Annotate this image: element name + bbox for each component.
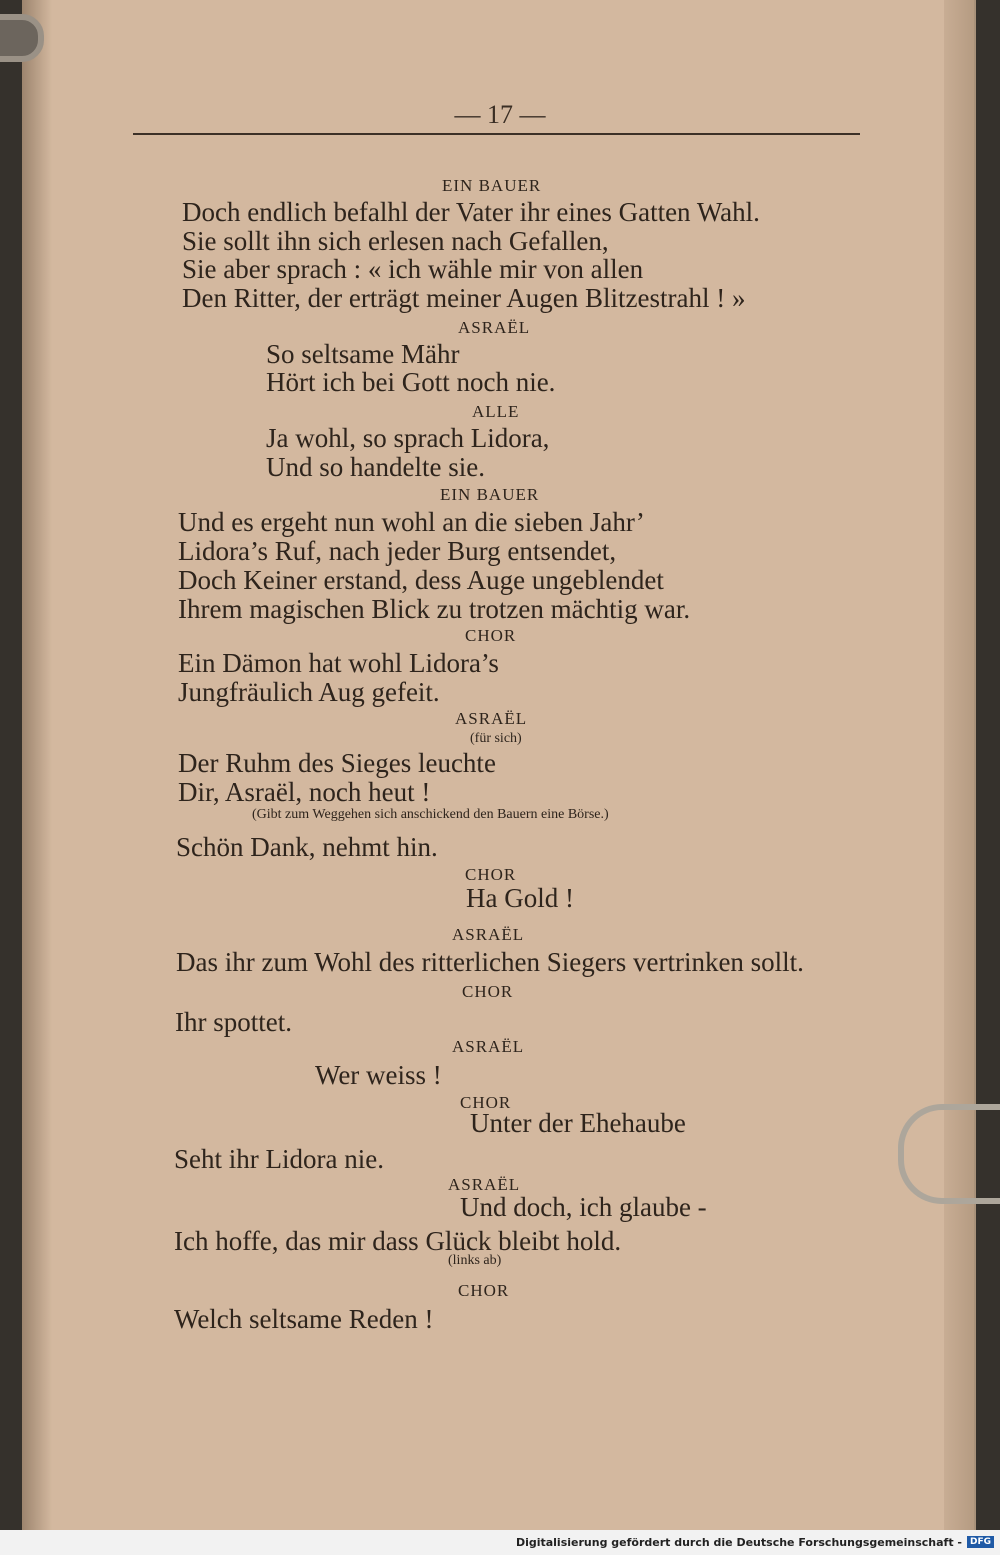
verse-line: Den Ritter, der erträgt meiner Augen Blitzestrahl ! »: [182, 283, 746, 313]
verse-line: Sie sollt ihn sich erlesen nach Gefallen,: [182, 226, 609, 256]
verse-line: Welch seltsame Reden !: [174, 1304, 434, 1334]
verse-line: Und doch, ich glaube -: [460, 1192, 707, 1222]
verse-line: Hört ich bei Gott noch nie.: [266, 367, 556, 397]
page-number: — 17 —: [454, 100, 546, 129]
verse-line: Doch Keiner erstand, dess Auge ungeblendet: [178, 565, 664, 595]
stage-direction: (links ab): [448, 1253, 502, 1268]
verse-line: Jungfräulich Aug gefeit.: [178, 677, 440, 707]
verse-line: Und es ergeht nun wohl an die sieben Jahr’: [178, 507, 645, 537]
speaker-chor: CHOR: [462, 982, 514, 1001]
verse-line: Ich hoffe, das mir dass Glück bleibt hold.: [174, 1226, 622, 1256]
speaker-asrael: ASRAËL: [455, 709, 528, 728]
verse-line: Dir, Asraël, noch heut !: [178, 777, 431, 807]
stage-direction: (für sich): [470, 731, 522, 746]
dfg-logo: DFG: [967, 1536, 994, 1548]
verse-line: Der Ruhm des Sieges leuchte: [178, 748, 496, 778]
paper-clip: [898, 1104, 1000, 1204]
speaker-alle: ALLE: [472, 402, 520, 421]
speaker-asrael: ASRAËL: [448, 1175, 521, 1194]
speaker-asrael: ASRAËL: [458, 318, 531, 337]
gutter-shadow: [22, 0, 52, 1545]
verse-line: Seht ihr Lidora nie.: [174, 1144, 384, 1174]
verse-line: Das ihr zum Wohl des ritterlichen Siegers vertrinken sollt.: [176, 947, 804, 977]
binding-ring: [0, 14, 44, 62]
speaker-chor: CHOR: [458, 1281, 510, 1300]
verse-line: Ein Dämon hat wohl Lidora’s: [178, 648, 499, 678]
verse-line: Ha Gold !: [466, 883, 574, 913]
speaker-ein-bauer: EIN BAUER: [440, 485, 540, 504]
page-edge: [944, 0, 974, 1545]
stage-direction: (Gibt zum Weggehen sich anschickend den Bauern eine Börse.): [252, 807, 609, 822]
speaker-ein-bauer: EIN BAUER: [442, 176, 542, 195]
verse-line: Unter der Ehehaube: [470, 1108, 686, 1138]
verse-line: Ja wohl, so sprach Lidora,: [266, 423, 550, 453]
verse-line: Ihr spottet.: [175, 1007, 292, 1037]
speaker-chor: CHOR: [460, 1093, 512, 1112]
header-rule: [133, 133, 860, 135]
verse-line: So seltsame Mähr: [266, 339, 460, 369]
verse-line: Schön Dank, nehmt hin.: [176, 832, 438, 862]
speaker-asrael: ASRAËL: [452, 925, 525, 944]
speaker-chor: CHOR: [465, 626, 517, 645]
verse-line: Und so handelte sie.: [266, 452, 485, 482]
funding-credit: Digitalisierung gefördert durch die Deutsche Forschungsgemeinschaft -: [515, 1536, 962, 1549]
verse-line: Lidora’s Ruf, nach jeder Burg entsendet,: [178, 536, 617, 566]
verse-line: Wer weiss !: [315, 1060, 442, 1090]
speaker-asrael: ASRAËL: [452, 1037, 525, 1056]
verse-line: Sie aber sprach : « ich wähle mir von allen: [182, 254, 644, 284]
speaker-chor: CHOR: [465, 865, 517, 884]
verse-line: Ihrem magischen Blick zu trotzen mächtig war.: [178, 594, 691, 624]
verse-line: Doch endlich befalhl der Vater ihr eines Gatten Wahl.: [182, 197, 760, 227]
